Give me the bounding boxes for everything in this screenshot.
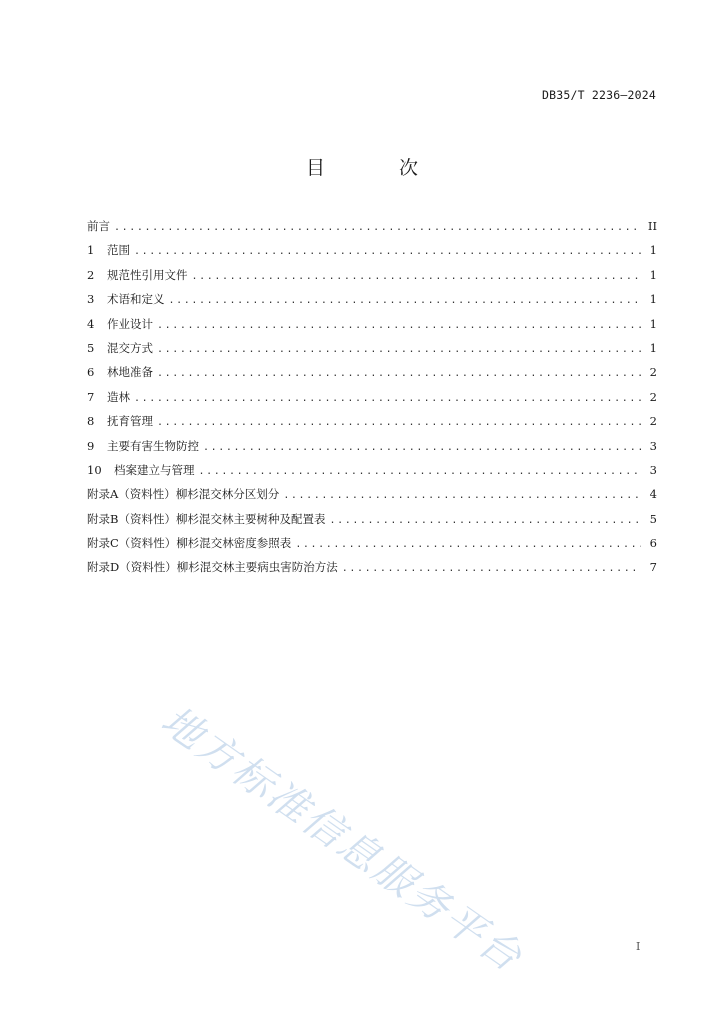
toc-item-annex-a[interactable] bbox=[87, 486, 657, 510]
toc-leader-dots bbox=[169, 295, 642, 306]
toc-page-number: 3 bbox=[649, 462, 657, 477]
toc-item-number: 7 bbox=[87, 389, 95, 404]
toc-item-number: 9 bbox=[87, 438, 95, 453]
toc-leader-dots bbox=[157, 417, 641, 428]
toc-page-number: 6 bbox=[649, 536, 657, 551]
toc-item-records-management[interactable] bbox=[87, 462, 657, 486]
toc-item-label: 档案建立与管理 bbox=[114, 462, 195, 477]
toc-item-scope[interactable] bbox=[87, 242, 657, 266]
toc-item-mixing-method[interactable] bbox=[87, 340, 657, 364]
toc-page-number: 1 bbox=[649, 243, 657, 258]
toc-page-number: 7 bbox=[649, 560, 657, 575]
toc-item-pest-control[interactable] bbox=[87, 438, 657, 462]
toc-page-number: 2 bbox=[649, 414, 657, 429]
toc-item-number: 1 bbox=[87, 243, 95, 258]
toc-page-number: 1 bbox=[649, 316, 657, 331]
toc-annex-prefix: 附录B（资料性） bbox=[87, 511, 176, 526]
toc-leader-dots bbox=[157, 320, 641, 331]
toc-item-label: 作业设计 bbox=[107, 316, 153, 331]
watermark: 地方标准信息服务平台 bbox=[152, 697, 532, 982]
toc-item-label: 前言 bbox=[87, 219, 110, 233]
toc-page-number: 3 bbox=[649, 438, 657, 453]
toc-item-label: 规范性引用文件 bbox=[107, 267, 188, 282]
toc-item-tending-management[interactable] bbox=[87, 413, 657, 437]
toc-item-label: 术语和定义 bbox=[107, 292, 165, 307]
page-title: 目 次 bbox=[305, 157, 453, 179]
page-number: I bbox=[636, 940, 641, 953]
toc-page-number: 1 bbox=[649, 267, 657, 282]
toc-item-label: 主要有害生物防控 bbox=[107, 438, 199, 453]
toc-annex-prefix: 附录A（资料性） bbox=[87, 487, 176, 502]
toc-leader-dots bbox=[203, 442, 641, 453]
toc-page-number: 2 bbox=[649, 389, 657, 404]
toc-item-label: 混交方式 bbox=[107, 340, 153, 355]
toc-item-terms-definitions[interactable] bbox=[87, 291, 657, 315]
toc-item-label: 抚育管理 bbox=[107, 414, 153, 429]
toc-item-number: 3 bbox=[87, 292, 95, 307]
toc-item-label: 柳杉混交林分区划分 bbox=[175, 487, 280, 502]
toc-annex-prefix: 附录C（资料性） bbox=[87, 536, 177, 551]
toc-leader-dots bbox=[134, 246, 641, 257]
toc-item-label: 柳杉混交林主要病虫害防治方法 bbox=[176, 560, 338, 575]
toc-item-normative-references[interactable] bbox=[87, 267, 657, 291]
toc-item-number: 6 bbox=[87, 365, 95, 380]
toc-item-number: 8 bbox=[87, 414, 95, 429]
toc-item-label: 柳杉混交林主要树种及配置表 bbox=[175, 511, 326, 526]
toc-page-number: 1 bbox=[649, 292, 657, 307]
toc-item-number: 2 bbox=[87, 267, 95, 282]
toc-item-annex-c[interactable] bbox=[87, 535, 657, 559]
toc-item-annex-b[interactable] bbox=[87, 511, 657, 535]
table-of-contents bbox=[87, 218, 657, 584]
toc-item-afforestation[interactable] bbox=[87, 389, 657, 413]
toc-item-site-preparation[interactable] bbox=[87, 364, 657, 388]
toc-page-number: 2 bbox=[649, 365, 657, 380]
toc-page-number: 5 bbox=[649, 511, 657, 526]
toc-leader-dots bbox=[329, 515, 641, 526]
toc-leader-dots bbox=[283, 490, 641, 501]
toc-page-number: 1 bbox=[649, 340, 657, 355]
toc-leader-dots bbox=[157, 368, 641, 379]
toc-item-label: 柳杉混交林密度参照表 bbox=[176, 536, 292, 551]
toc-page-number: 4 bbox=[649, 487, 657, 502]
toc-item-label: 林地准备 bbox=[107, 365, 153, 380]
toc-leader-dots bbox=[134, 393, 641, 404]
toc-item-operation-design[interactable] bbox=[87, 316, 657, 340]
toc-item-number: 4 bbox=[87, 316, 95, 331]
toc-item-label: 范围 bbox=[107, 243, 130, 258]
toc-leader-dots bbox=[114, 222, 641, 233]
toc-annex-prefix: 附录D（资料性） bbox=[87, 560, 177, 575]
toc-leader-dots bbox=[342, 563, 641, 574]
toc-item-number: 5 bbox=[87, 340, 95, 355]
toc-item-number: 10 bbox=[87, 462, 102, 477]
toc-page-number: II bbox=[647, 219, 657, 233]
toc-leader-dots bbox=[157, 344, 641, 355]
toc-leader-dots bbox=[199, 466, 642, 477]
toc-leader-dots bbox=[295, 539, 641, 550]
standard-code: DB35/T 2236—2024 bbox=[542, 88, 656, 102]
toc-item-foreword[interactable] bbox=[87, 218, 657, 242]
toc-item-label: 造林 bbox=[107, 389, 130, 404]
toc-item-annex-d[interactable] bbox=[87, 559, 657, 583]
toc-leader-dots bbox=[192, 271, 642, 282]
